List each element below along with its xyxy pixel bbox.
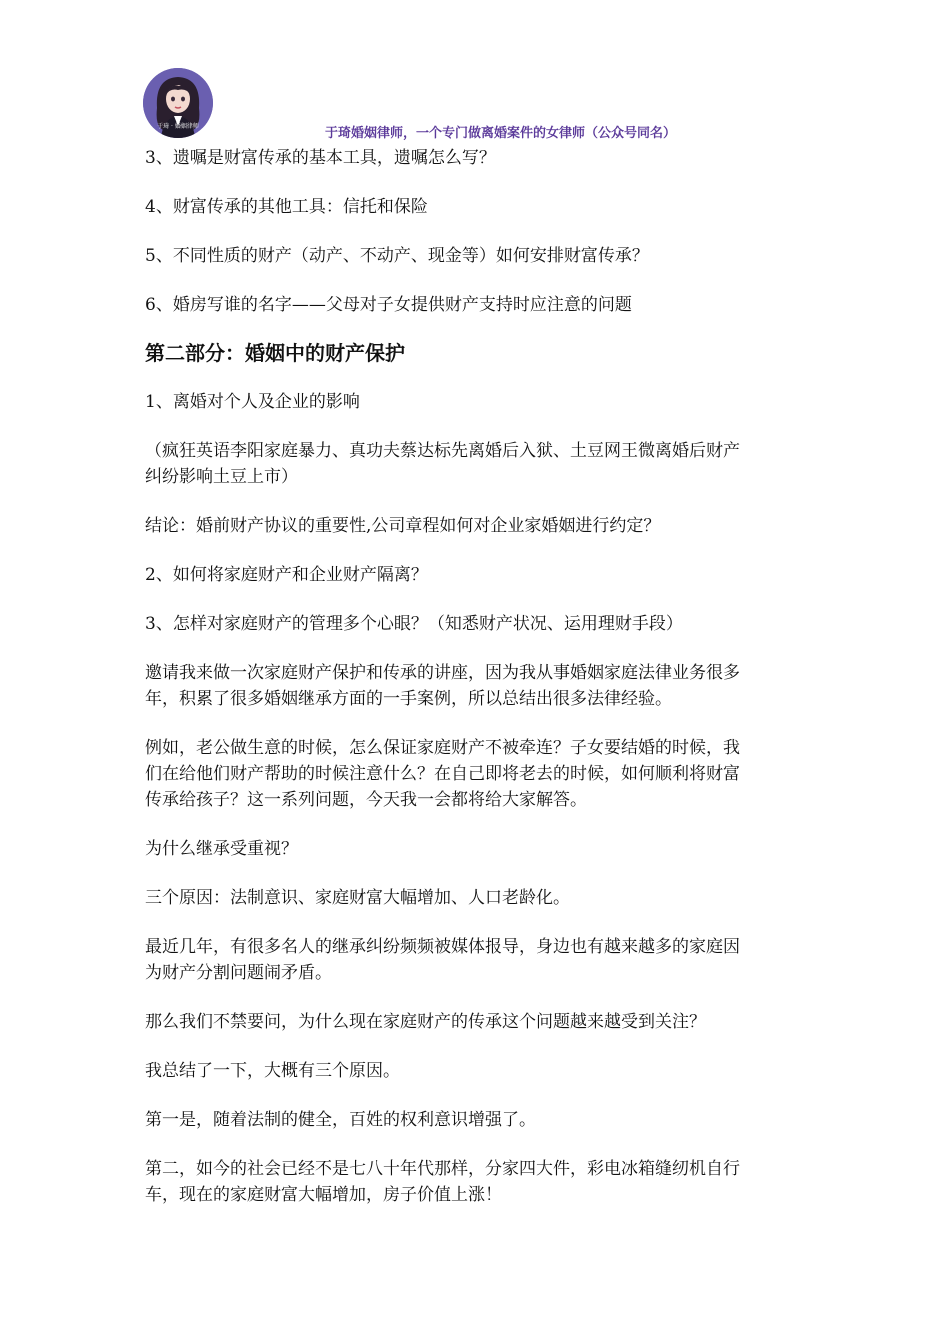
examples-paragraph bbox=[145, 438, 810, 490]
page-header bbox=[0, 0, 950, 150]
body-paragraph: 那么我们不禁要问，为什么现在家庭财产的传承这个问题越来越受到关注？ bbox=[145, 1012, 706, 1032]
text-line: 传承给孩子？这一系列问题，今天我一会都将给大家解答。 bbox=[145, 790, 587, 810]
svg-text:于琦 · 婚姻律师: 于琦 · 婚姻律师 bbox=[157, 123, 199, 130]
list-item: 1、离婚对个人及企业的影响 bbox=[145, 392, 360, 412]
list-item: 3、遗嘱是财富传承的基本工具，遗嘱怎么写？ bbox=[145, 148, 496, 168]
list-item: 3、怎样对家庭财产的管理多个心眼？（知悉财产状况、运用理财手段） bbox=[145, 614, 683, 634]
body-paragraph: 我总结了一下，大概有三个原因。 bbox=[145, 1061, 400, 1081]
list-item: 2、如何将家庭财产和企业财产隔离？ bbox=[145, 565, 428, 585]
text-line: 为财产分割问题闹矛盾。 bbox=[145, 963, 332, 983]
text-line: 年，积累了很多婚姻继承方面的一手案例，所以总结出很多法律经验。 bbox=[145, 689, 672, 709]
document-body bbox=[145, 145, 810, 1231]
lawyer-avatar bbox=[143, 68, 213, 138]
text-line: 最近几年，有很多名人的继承纠纷频频被媒体报导，身边也有越来越多的家庭因 bbox=[145, 937, 740, 957]
body-paragraph: 为什么继承受重视？ bbox=[145, 839, 298, 859]
body-paragraph bbox=[145, 660, 810, 712]
list-item: 6、婚房写谁的名字——父母对子女提供财产支持时应注意的问题 bbox=[145, 295, 632, 315]
body-paragraph bbox=[145, 1156, 810, 1208]
text-line: 例如，老公做生意的时候，怎么保证家庭财产不被牵连？子女要结婚的时候，我 bbox=[145, 738, 740, 758]
text-line: 们在给他们财产帮助的时候注意什么？在自己即将老去的时候，如何顺利将财富 bbox=[145, 764, 740, 784]
text-line: 邀请我来做一次家庭财产保护和传承的讲座，因为我从事婚姻家庭法律业务很多 bbox=[145, 663, 740, 683]
list-item: 5、不同性质的财产（动产、不动产、现金等）如何安排财富传承？ bbox=[145, 246, 649, 266]
section-heading: 第二部分：婚姻中的财产保护 bbox=[145, 341, 405, 365]
conclusion-paragraph: 结论：婚前财产协议的重要性,公司章程如何对企业家婚姻进行约定？ bbox=[145, 516, 661, 536]
text-line: 第二，如今的社会已经不是七八十年代那样，分家四大件，彩电冰箱缝纫机自行 bbox=[145, 1159, 740, 1179]
body-paragraph: 三个原因：法制意识、家庭财富大幅增加、人口老龄化。 bbox=[145, 888, 570, 908]
body-paragraph: 第一是，随着法制的健全，百姓的权利意识增强了。 bbox=[145, 1110, 536, 1130]
text-line: （疯狂英语李阳家庭暴力、真功夫蔡达标先离婚后入狱、土豆网王微离婚后财产 bbox=[145, 441, 740, 461]
avatar-portrait-icon bbox=[143, 68, 213, 138]
list-item: 4、财富传承的其他工具：信托和保险 bbox=[145, 197, 428, 217]
body-paragraph bbox=[145, 934, 810, 986]
body-paragraph bbox=[145, 735, 810, 813]
text-line: 纠纷影响土豆上市） bbox=[145, 467, 298, 487]
header-caption: 于琦婚姻律师，一个专门做离婚案件的女律师（公众号同名） bbox=[325, 126, 677, 141]
text-line: 车，现在的家庭财富大幅增加，房子价值上涨！ bbox=[145, 1185, 502, 1205]
